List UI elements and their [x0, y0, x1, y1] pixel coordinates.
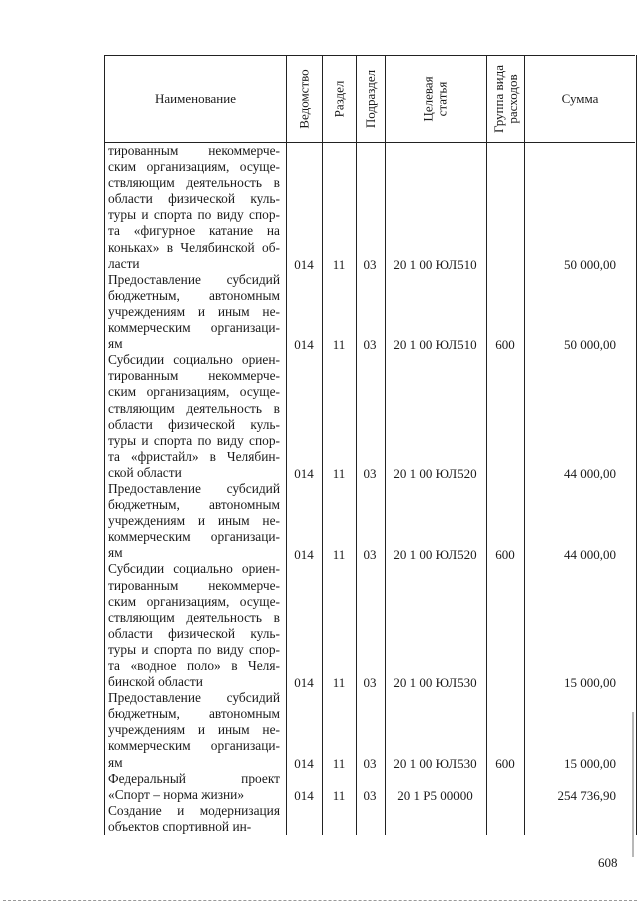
row-name-line: бинской области: [108, 674, 203, 690]
header-subsection: [357, 56, 385, 142]
row-name-line: коммерческим организаци-: [108, 529, 280, 545]
header-group-line2: расходов: [504, 74, 520, 124]
row-name-line: тированным некоммерче-: [108, 368, 280, 384]
row-name-line: «Спорт – норма жизни»: [108, 786, 245, 802]
bottom-rule: [3, 900, 637, 901]
column-divider: [286, 55, 287, 835]
row-name-line: Предоставление субсидий: [108, 480, 280, 496]
row-subsection: 03: [363, 546, 377, 562]
row-name-line: ским организациям, осуще-: [108, 384, 280, 400]
row-section: 11: [332, 466, 346, 481]
row-target-article: 20 1 00 ЮЛ530: [393, 755, 477, 771]
header-subsection-label: Подраздел: [363, 69, 379, 129]
row-name-line: бюджетным, автономным: [108, 287, 280, 303]
row-name-line: Создание и модернизация: [108, 802, 280, 818]
header-target-article-label: [422, 76, 450, 121]
row-name-line: коммерческим организаци-: [108, 320, 280, 336]
row-name-line: та «фристайл» в Челябин-: [108, 448, 280, 464]
row-name-line: Предоставление субсидий: [108, 271, 280, 287]
header-group-line1: Группа вида: [490, 65, 506, 133]
header-department-label: Ведомство: [296, 69, 312, 129]
row-name-line: тированным некоммерче-: [108, 577, 280, 593]
row-target-article: 20 1 00 ЮЛ510: [393, 337, 477, 353]
row-sum: 15 000,00: [564, 675, 616, 691]
row-name-line: области физической куль-: [108, 416, 280, 432]
row-name-line: коммерческим организаци-: [108, 738, 280, 754]
row-name: [108, 771, 280, 803]
header-expense-group: [487, 56, 524, 142]
row-subsection: 03: [363, 755, 377, 771]
row-name: [108, 803, 280, 835]
row-section: 11: [332, 337, 346, 353]
row-name-line: та «водное поло» в Челя-: [108, 658, 280, 673]
row-name-line: ям: [108, 754, 123, 770]
row-name-line: ласти: [108, 255, 140, 271]
row-name-line: бюджетным, автономным: [108, 497, 280, 513]
row-name-line: Субсидии социально ориен-: [108, 561, 280, 577]
row-name-line: учреждениям и иным не-: [108, 303, 280, 319]
row-expense-group: 600: [495, 337, 515, 353]
row-name: [108, 561, 280, 690]
row-name: [108, 481, 280, 561]
row-name-line: ским организациям, осуще-: [108, 159, 280, 175]
row-department: 014: [294, 256, 314, 272]
column-divider: [524, 55, 525, 835]
row-name-line: объектов спортивной ин-: [108, 818, 252, 834]
header-name-label: Наименование: [155, 91, 236, 106]
row-subsection: 03: [363, 788, 377, 803]
row-name-line: ствляющим деятельность в: [108, 400, 280, 416]
header-expense-group-label: [492, 65, 520, 133]
header-section-label: Раздел: [331, 80, 347, 118]
row-name-line: ям: [108, 545, 123, 561]
row-department: 014: [294, 788, 314, 803]
row-subsection: 03: [363, 675, 377, 691]
row-name-line: тированным некоммерче-: [108, 143, 280, 158]
row-name-line: ствляющим деятельность в: [108, 175, 280, 191]
row-subsection: 03: [363, 466, 377, 481]
row-name-line: туры и спорта по виду спор-: [108, 207, 280, 223]
row-department: 014: [294, 675, 314, 691]
row-target-article: 20 1 00 ЮЛ530: [393, 675, 477, 691]
row-expense-group: 600: [495, 755, 515, 771]
row-target-article: 20 1 00 ЮЛ520: [393, 466, 477, 481]
header-department: [287, 56, 322, 142]
row-name-line: области физической куль-: [108, 625, 280, 641]
row-name-line: ям: [108, 336, 123, 352]
row-sum: 254 736,90: [557, 788, 616, 803]
row-target-article: 20 1 00 ЮЛ520: [393, 546, 477, 562]
scan-edge-mark: [632, 712, 634, 857]
row-name-line: учреждениям и иным не-: [108, 722, 280, 738]
row-name-line: ствляющим деятельность в: [108, 609, 280, 625]
row-name-line: Субсидии социально ориен-: [108, 352, 280, 368]
row-section: 11: [332, 788, 346, 803]
row-name-line: ским организациям, осуще-: [108, 593, 280, 609]
row-sum: 44 000,00: [564, 546, 616, 562]
column-divider: [486, 55, 487, 835]
row-department: 014: [294, 466, 314, 481]
row-section: 11: [332, 755, 346, 771]
row-section: 11: [332, 675, 346, 691]
row-name-line: Предоставление субсидий: [108, 690, 280, 706]
row-target-article: 20 1 P5 00000: [397, 788, 473, 803]
row-section: 11: [332, 546, 346, 562]
column-divider: [385, 55, 386, 835]
row-sum: 44 000,00: [564, 466, 616, 481]
name-column: [108, 143, 280, 835]
row-name-line: области физической куль-: [108, 191, 280, 207]
header-target-line1: Целевая: [420, 76, 436, 122]
row-name-line: туры и спорта по виду спор-: [108, 641, 280, 657]
row-target-article: 20 1 00 ЮЛ510: [393, 256, 477, 272]
column-divider: [356, 55, 357, 835]
row-name: [108, 272, 280, 352]
row-name: [108, 143, 280, 272]
row-sum: 50 000,00: [564, 256, 616, 272]
row-expense-group: 600: [495, 546, 515, 562]
header-target-line2: статья: [434, 81, 450, 117]
row-section: 11: [332, 256, 346, 272]
row-name-line: туры и спорта по виду спор-: [108, 432, 280, 448]
header-sum: [525, 56, 635, 142]
row-name-line: ской области: [108, 464, 182, 480]
row-sum: 50 000,00: [564, 337, 616, 353]
row-department: 014: [294, 546, 314, 562]
row-name: [108, 690, 280, 770]
header-name: [105, 56, 286, 142]
row-name: [108, 352, 280, 481]
row-department: 014: [294, 755, 314, 771]
header-target-article: [386, 56, 486, 142]
row-subsection: 03: [363, 256, 377, 272]
page-number: 608: [598, 855, 618, 870]
row-name-line: учреждениям и иным не-: [108, 513, 280, 529]
row-name-line: та «фигурное катание на: [108, 223, 280, 239]
row-name-line: коньках» в Челябинской об-: [108, 239, 280, 255]
row-name-line: Федеральный проект: [108, 770, 280, 786]
row-sum: 15 000,00: [564, 755, 616, 771]
row-name-line: бюджетным, автономным: [108, 706, 280, 722]
column-divider: [322, 55, 323, 835]
header-section: [323, 56, 356, 142]
row-subsection: 03: [363, 337, 377, 353]
header-sum-label: Сумма: [561, 91, 599, 106]
row-department: 014: [294, 337, 314, 353]
